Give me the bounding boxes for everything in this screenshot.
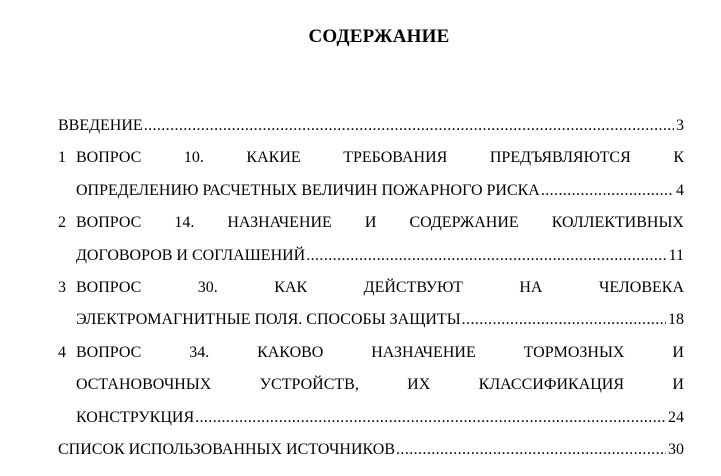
toc-word: 34. bbox=[189, 343, 210, 361]
toc-word: КАК bbox=[274, 278, 308, 296]
toc-word: ВОПРОС bbox=[76, 214, 142, 232]
table-of-contents bbox=[58, 110, 684, 466]
toc-word: 14. bbox=[174, 214, 195, 232]
toc-word: УСТРОЙСТВ, bbox=[259, 376, 359, 394]
toc-entry-question-30[interactable] bbox=[58, 272, 684, 337]
toc-page-number: 3 bbox=[676, 117, 684, 134]
toc-entry-references[interactable] bbox=[58, 434, 684, 466]
toc-word: ТРЕБОВАНИЯ bbox=[343, 149, 448, 167]
toc-word: СОДЕРЖАНИЕ bbox=[409, 214, 519, 232]
toc-entry-question-10[interactable] bbox=[58, 142, 684, 207]
toc-word: ЧЕЛОВЕКА bbox=[598, 278, 684, 296]
toc-line bbox=[58, 142, 684, 174]
toc-word: КАКИЕ bbox=[246, 149, 301, 167]
dot-leader bbox=[144, 110, 674, 142]
toc-entry-introduction[interactable] bbox=[58, 110, 684, 142]
toc-word: НА bbox=[519, 278, 543, 296]
toc-line bbox=[58, 337, 684, 369]
dot-leader bbox=[396, 434, 666, 466]
dot-leader bbox=[541, 175, 674, 207]
toc-word: КЛАССИФИКАЦИЯ bbox=[478, 376, 625, 394]
toc-word: ВОПРОС bbox=[76, 343, 142, 361]
toc-word: НАЗНАЧЕНИЕ bbox=[371, 343, 476, 361]
toc-page-number: 11 bbox=[668, 246, 684, 264]
toc-word: ТОРМОЗНЫХ bbox=[523, 343, 625, 361]
toc-page-number: 4 bbox=[676, 181, 684, 199]
toc-word: ПРЕДЪЯВЛЯЮТСЯ bbox=[489, 149, 631, 167]
toc-word: НАЗНАЧЕНИЕ bbox=[227, 214, 332, 232]
dot-leader bbox=[195, 402, 666, 434]
toc-entry-question-34[interactable] bbox=[58, 337, 684, 434]
toc-word: 30. bbox=[197, 278, 218, 296]
toc-line bbox=[58, 207, 684, 239]
toc-word: КАКОВО bbox=[257, 343, 324, 361]
page-title: СОДЕРЖАНИЕ bbox=[308, 26, 450, 47]
toc-word: К bbox=[673, 149, 684, 167]
toc-line bbox=[58, 272, 684, 304]
toc-line bbox=[58, 434, 684, 466]
toc-entry-title: КОНСТРУКЦИЯ bbox=[76, 408, 195, 426]
toc-entry-number: 3 bbox=[58, 278, 66, 296]
toc-entry-number: 1 bbox=[58, 149, 66, 167]
toc-line bbox=[58, 402, 684, 434]
toc-entry-title: ОПРЕДЕЛЕНИЮ РАСЧЕТНЫХ ВЕЛИЧИН ПОЖАРНОГО РИСКА bbox=[76, 181, 540, 199]
toc-entry-number: 2 bbox=[58, 214, 66, 232]
dot-leader bbox=[462, 304, 666, 336]
toc-word: ВОПРОС bbox=[76, 149, 142, 167]
toc-word: ИХ bbox=[407, 376, 431, 394]
toc-word: И bbox=[364, 214, 377, 232]
toc-entry-title: ВВЕДЕНИЕ bbox=[58, 117, 143, 134]
toc-line bbox=[58, 304, 684, 336]
toc-line bbox=[58, 110, 684, 142]
toc-line bbox=[58, 175, 684, 207]
toc-word: ДЕЙСТВУЮТ bbox=[363, 278, 463, 296]
toc-line bbox=[58, 240, 684, 272]
toc-word: ВОПРОС bbox=[76, 278, 142, 296]
toc-entry-question-14[interactable] bbox=[58, 207, 684, 272]
toc-page-number: 18 bbox=[668, 311, 684, 329]
toc-word: И bbox=[672, 343, 684, 361]
toc-word: И bbox=[672, 376, 684, 394]
toc-entry-number: 4 bbox=[58, 343, 66, 361]
toc-entry-title: ДОГОВОРОВ И СОГЛАШЕНИЙ bbox=[76, 246, 306, 264]
toc-entry-title: ЭЛЕКТРОМАГНИТНЫЕ ПОЛЯ. СПОСОБЫ ЗАЩИТЫ bbox=[76, 311, 461, 329]
toc-entry-title: СПИСОК ИСПОЛЬЗОВАННЫХ ИСТОЧНИКОВ bbox=[58, 440, 396, 458]
toc-word: 10. bbox=[183, 149, 204, 167]
toc-page-number: 30 bbox=[668, 440, 684, 458]
toc-page-number: 24 bbox=[668, 408, 684, 426]
toc-line bbox=[58, 369, 684, 401]
toc-word: ОСТАНОВОЧНЫХ bbox=[76, 376, 212, 394]
toc-word: КОЛЛЕКТИВНЫХ bbox=[551, 214, 684, 232]
dot-leader bbox=[306, 240, 666, 272]
